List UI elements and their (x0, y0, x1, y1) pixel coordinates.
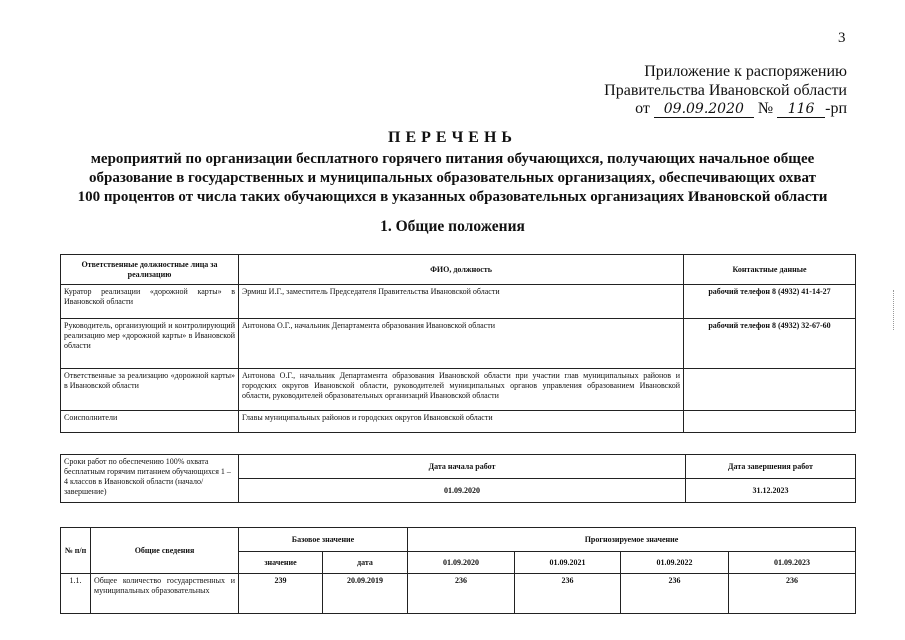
row-person: Эрмиш И.Г., заместитель Председателя Правительства Ивановской области (239, 285, 684, 319)
table-row (61, 574, 856, 614)
row-role: Куратор реализации «дорожной карты» в Ивановской области (61, 285, 239, 319)
document-heading: ПЕРЕЧЕНЬ (388, 129, 517, 146)
section-title: 1. Общие положения (380, 218, 525, 235)
indicators-table (60, 527, 856, 614)
end-date-header: Дата завершения работ (686, 455, 856, 479)
header-forecast-value: Прогнозируемое значение (408, 528, 856, 552)
start-date-header: Дата начала работ (239, 455, 686, 479)
table-row (61, 285, 856, 319)
scan-edge-mark (893, 290, 904, 330)
responsible-persons-table (60, 254, 856, 433)
subheader-year-2022: 01.09.2022 (621, 552, 729, 574)
row-forecast-2023: 236 (729, 574, 856, 614)
appendix-line1: Приложение к распоряжению (644, 63, 847, 80)
table-row (61, 319, 856, 369)
table-row (61, 369, 856, 411)
row-person: Антонова О.Г., начальник Департамента образования Ивановской области при участии глав муниципальных районов и городских округов Ивановской области, руководителей муниципальных органов управления образованием Ивановской области, руководителей образовательных организаций Ивановской области (239, 369, 684, 411)
header-general-info: Общие сведения (91, 528, 239, 574)
appendix-suffix: -рп (825, 100, 847, 117)
appendix-date-line (635, 99, 847, 119)
subheader-year-2020: 01.09.2020 (408, 552, 515, 574)
subheader-date: дата (323, 552, 408, 574)
row-role: Соисполнители (61, 411, 239, 433)
row-info: Общее количество государственных и муниципальных образовательных (91, 574, 239, 614)
appendix-line2: Правительства Ивановской области (604, 82, 847, 99)
header-base-value: Базовое значение (239, 528, 408, 552)
row-contact (684, 369, 856, 411)
dates-label: Сроки работ по обеспечению 100% охвата бесплатным горячим питанием обучающихся 1 – 4 классов в Ивановской области (начало/завершение) (61, 455, 239, 503)
row-role: Руководитель, организующий и контролирующий реализацию мер «дорожной карты» в Ивановской области (61, 319, 239, 369)
appendix-from-label: от (635, 100, 650, 117)
table-row (61, 411, 856, 433)
subtitle-line2: образование в государственных и муниципальных образовательных организациях, обеспечивающих охват (89, 170, 816, 186)
subtitle-line3: 100 процентов от числа таких обучающихся в указанных образовательных организациях Ивановской области (77, 189, 828, 205)
subheader-value: значение (239, 552, 323, 574)
row-role: Ответственные за реализацию «дорожной карты» в Ивановской области (61, 369, 239, 411)
row-base-date: 20.09.2019 (323, 574, 408, 614)
header-responsible: Ответственные должностные лица за реализацию (61, 255, 239, 285)
page-number: 3 (838, 30, 846, 46)
appendix-date: 09.09.2020 (654, 101, 754, 118)
end-date-value: 31.12.2023 (686, 479, 856, 503)
appendix-number-label: № (757, 100, 774, 117)
header-row-number: № п/п (61, 528, 91, 574)
row-contact: рабочий телефон 8 (4932) 32-67-60 (684, 319, 856, 369)
row-person: Главы муниципальных районов и городских округов Ивановской области (239, 411, 684, 433)
row-contact: рабочий телефон 8 (4932) 41-14-27 (684, 285, 856, 319)
row-person: Антонова О.Г., начальник Департамента образования Ивановской области (239, 319, 684, 369)
row-forecast-2021: 236 (515, 574, 621, 614)
subheader-year-2023: 01.09.2023 (729, 552, 856, 574)
row-contact (684, 411, 856, 433)
start-date-value: 01.09.2020 (239, 479, 686, 503)
row-forecast-2022: 236 (621, 574, 729, 614)
subheader-year-2021: 01.09.2021 (515, 552, 621, 574)
appendix-number: 116 (777, 101, 825, 118)
row-number: 1.1. (61, 574, 91, 614)
header-name-position: ФИО, должность (239, 255, 684, 285)
document-subtitle (0, 150, 905, 207)
row-forecast-2020: 236 (408, 574, 515, 614)
subtitle-line1: мероприятий по организации бесплатного горячего питания обучающихся, получающих начальное общее (90, 151, 815, 167)
header-contacts: Контактные данные (684, 255, 856, 285)
row-base-value: 239 (239, 574, 323, 614)
work-dates-table (60, 454, 856, 503)
